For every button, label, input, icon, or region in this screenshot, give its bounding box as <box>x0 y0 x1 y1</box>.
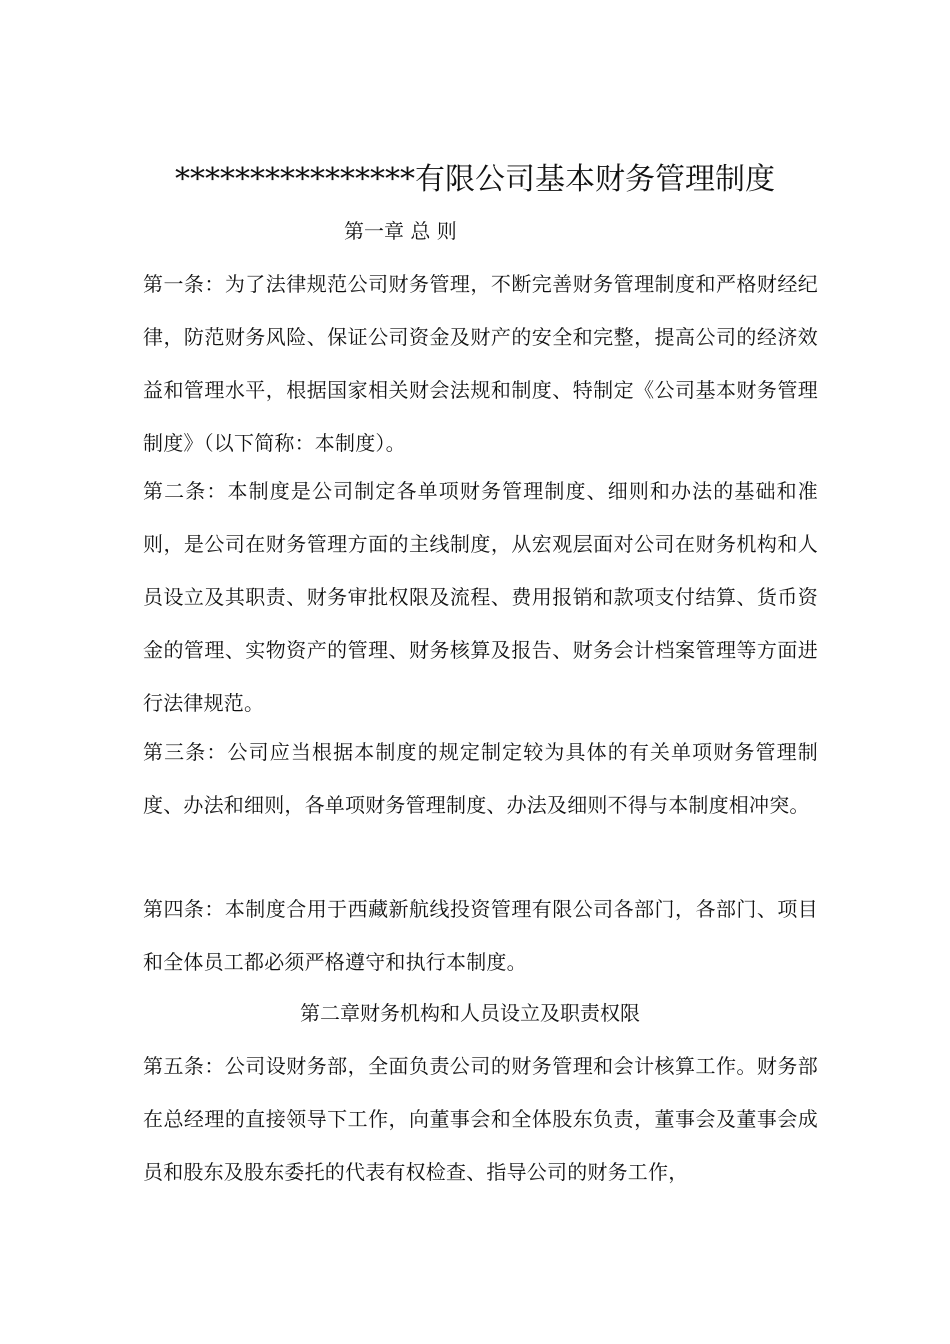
article-1: 第一条：为了法律规范公司财务管理，不断完善财务管理制度和严格财经纪律，防范财务风险、保证公司资金及财产的安全和完整，提高公司的经济效益和管理水平，根据国家相关财会法规和制度、特制定《公司基本财务管理制度》（以下简称：本制度）。 <box>143 272 818 455</box>
document-title: ****************有限公司基本财务管理制度 <box>175 162 775 197</box>
article-2: 第二条：本制度是公司制定各单项财务管理制度、细则和办法的基础和准则，是公司在财务管理方面的主线制度，从宏观层面对公司在财务机构和人员设立及其职责、财务审批权限及流程、费用报销和款项支付结算、货币资金的管理、实物资产的管理、财务核算及报告、财务会计档案管理等方面进行法律规范。 <box>143 479 818 715</box>
article-5: 第五条：公司设财务部，全面负责公司的财务管理和会计核算工作。财务部在总经理的直接领导下工作，向董事会和全体股东负责，董事会及董事会成员和股东及股东委托的代表有权检查、指导公司的财务工作， <box>143 1054 818 1184</box>
chapter-heading-1: 第一章 总 则 <box>344 219 457 243</box>
article-4: 第四条：本制度合用于西藏新航线投资管理有限公司各部门，各部门、项目和全体员工都必须严格遵守和执行本制度。 <box>143 897 818 974</box>
article-3: 第三条：公司应当根据本制度的规定制定较为具体的有关单项财务管理制度、办法和细则，各单项财务管理制度、办法及细则不得与本制度相冲突。 <box>143 740 818 817</box>
chapter-heading-2: 第二章财务机构和人员设立及职责权限 <box>300 1001 640 1025</box>
